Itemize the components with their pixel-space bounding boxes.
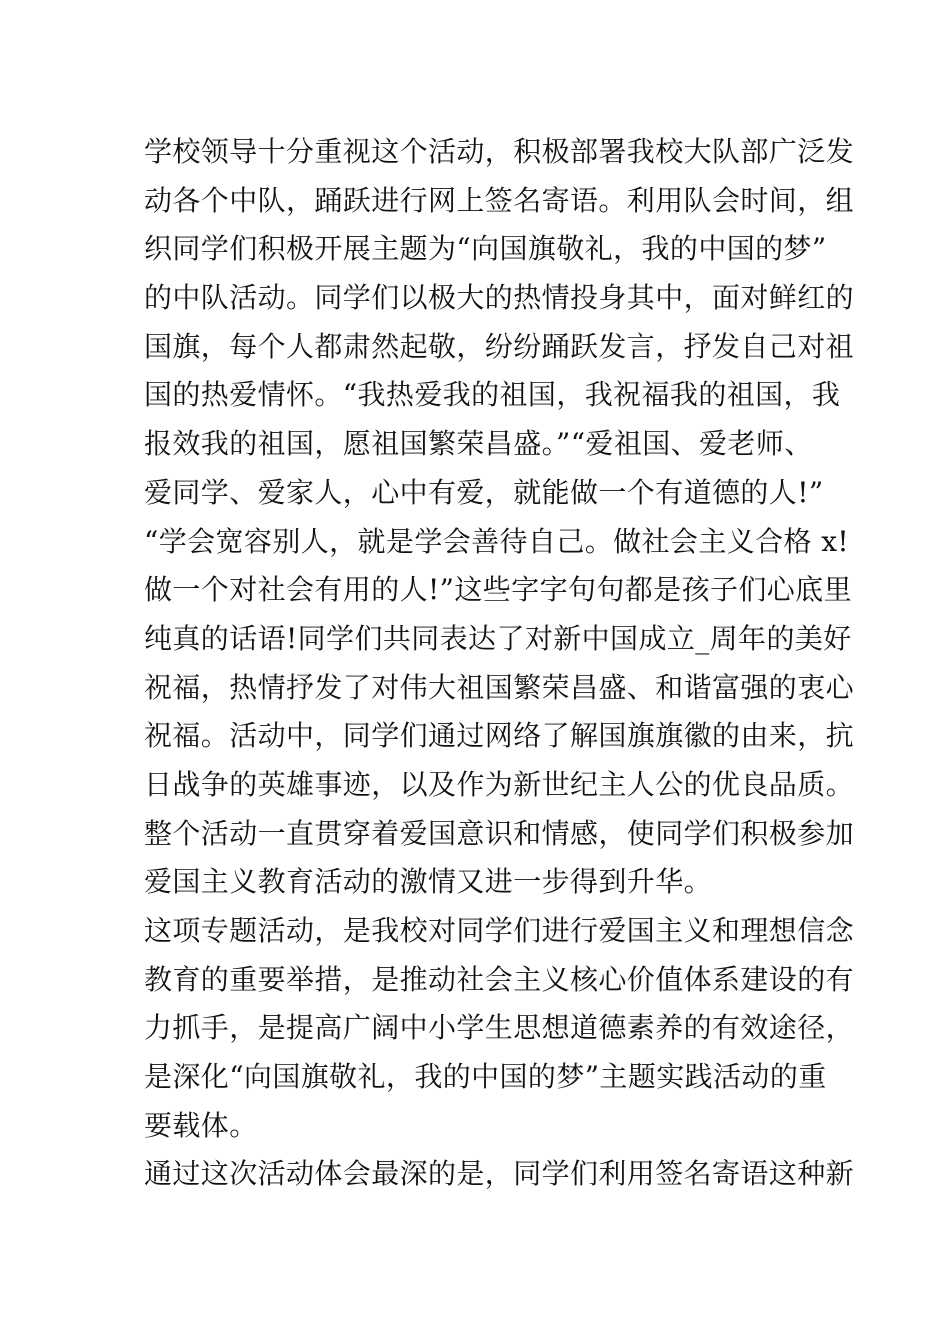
document-body (144, 128, 855, 1199)
text-line: 爱国主义教育活动的激情又进一步得到升华。 (144, 865, 713, 899)
text-line: 做一个对社会有用的人!”这些字字句句都是孩子们心底里 (144, 573, 852, 607)
text-line: 力抓手，是提高广阔中小学生思想道德素养的有效途径， (144, 1011, 855, 1045)
text-line: 教育的重要举措，是推动社会主义核心价值体系建设的有 (144, 962, 855, 996)
text-line: 祝福，热情抒发了对伟大祖国繁荣昌盛、和谐富强的衷心 (144, 670, 855, 704)
text-line: 要载体。 (144, 1108, 258, 1142)
text-line: 是深化“向国旗敬礼，我的中国的梦”主题实践活动的重 (144, 1060, 827, 1094)
text-line: 纯真的话语!同学们共同表达了对新中国成立_周年的美好 (144, 621, 852, 655)
text-line: 爱同学、爱家人，心中有爱，就能做一个有道德的人!” (144, 475, 824, 509)
text-line: 学校领导十分重视这个活动，积极部署我校大队部广泛发 (144, 135, 855, 168)
text-line: 织同学们积极开展主题为“向国旗敬礼，我的中国的梦” (144, 232, 827, 266)
text-line: 的中队活动。同学们以极大的热情投身其中，面对鲜红的 (144, 281, 855, 315)
text-line: 祝福。活动中，同学们通过网络了解国旗旗徽的由来，抗 (144, 719, 855, 753)
text-line: 整个活动一直贯穿着爱国意识和情感，使同学们积极参加 (144, 816, 855, 850)
text-line: 国的热爱情怀。“我热爱我的祖国，我祝福我的祖国，我 (144, 378, 841, 412)
text-line: “学会宽容别人，就是学会善待自己。做社会主义合格 x! (144, 524, 850, 558)
text-line: 这项专题活动，是我校对同学们进行爱国主义和理想信念 (144, 914, 855, 947)
text-line: 国旗，每个人都肃然起敬，纷纷踊跃发言，抒发自己对祖 (144, 329, 855, 363)
text-line: 通过这次活动体会最深的是，同学们利用签名寄语这种新 (144, 1157, 855, 1191)
text-line: 报效我的祖国，愿祖国繁荣昌盛。”“爱祖国、爱老师、 (144, 427, 813, 461)
text-line: 日战争的英雄事迹，以及作为新世纪主人公的优良品质。 (144, 767, 855, 801)
text-line: 动各个中队，踊跃进行网上签名寄语。利用队会时间，组 (144, 183, 855, 217)
